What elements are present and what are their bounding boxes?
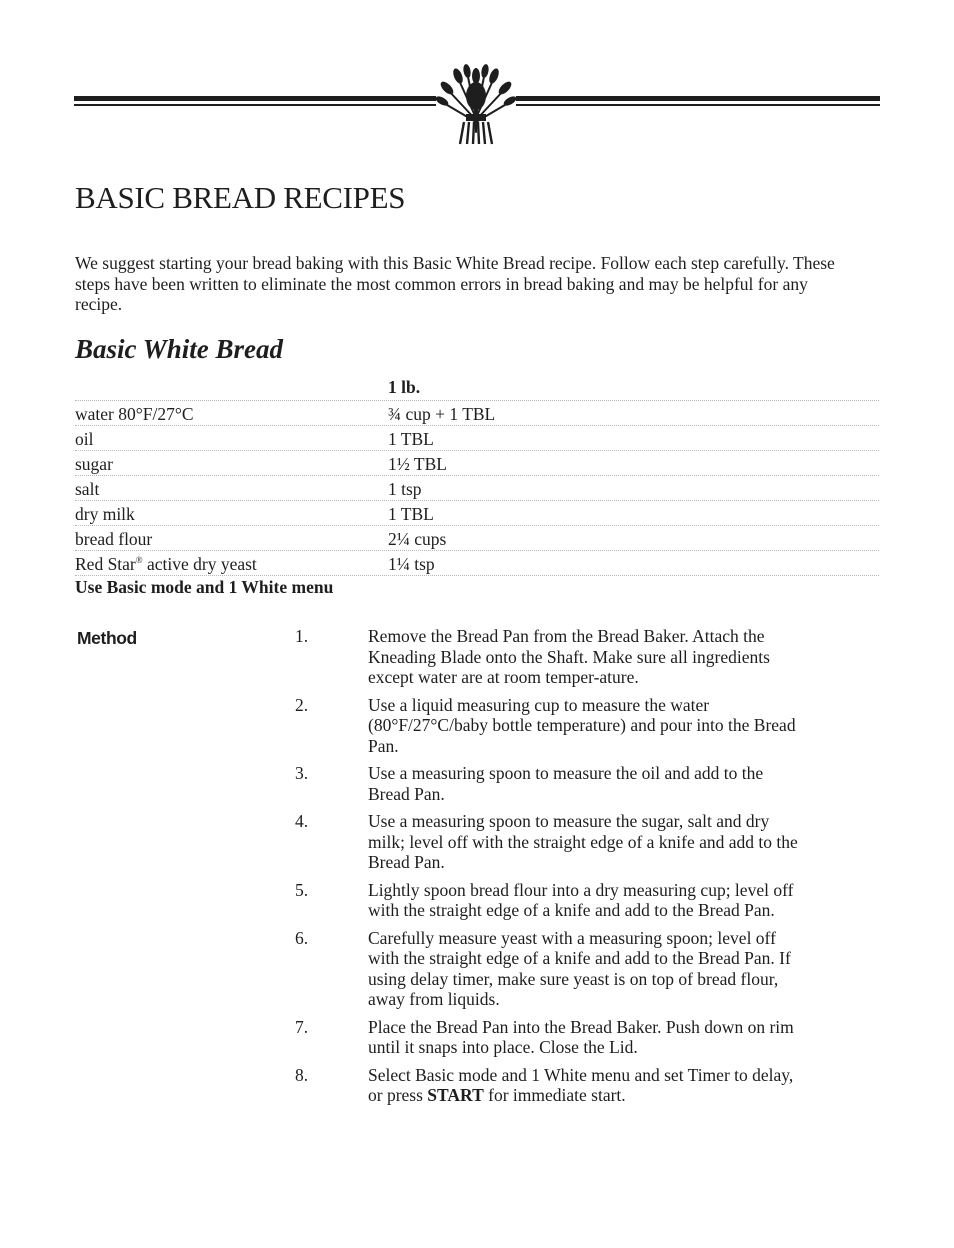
- ingredient-qty: 1½ TBL: [388, 454, 447, 474]
- ingredient-row: [75, 501, 879, 526]
- method-step: [295, 626, 815, 688]
- ingredient-row: [75, 401, 879, 426]
- method-step: [295, 763, 815, 804]
- ingredient-qty: ¾ cup + 1 TBL: [388, 404, 496, 424]
- method-step: [295, 928, 815, 1010]
- method-label: Method: [77, 628, 137, 648]
- step-text: Carefully measure yeast with a measuring spoon; level off with the straight edge of a knife and add to the Bread Pan. If using delay timer, make sure yeast is on top of bread flour, away from liquids.: [368, 927, 791, 1009]
- step-text: Place the Bread Pan into the Bread Baker. Push down on rim until it snaps into place. Close the Lid.: [368, 1016, 794, 1057]
- ingredient-row: [75, 451, 879, 476]
- ingredient-qty: 1 TBL: [388, 504, 434, 524]
- ingredient-name: sugar: [75, 454, 113, 474]
- step-text: Use a measuring spoon to measure the oil and add to the Bread Pan.: [368, 763, 764, 804]
- method-step: [295, 695, 815, 757]
- step-text-start: Select Basic mode and 1 White menu and set Timer to delay, or press: [368, 1064, 794, 1105]
- start-keyword: START: [427, 1085, 484, 1105]
- ingredient-row: [75, 551, 879, 576]
- ingredient-qty: 1 TBL: [388, 429, 434, 449]
- method-step: [295, 1017, 815, 1058]
- step-number: 8.: [295, 1064, 309, 1085]
- ingredient-name-suffix: active dry yeast: [142, 554, 257, 574]
- step-text: Use a liquid measuring cup to measure the water (80°F/27°C/baby bottle temperature) and pour into the Bread Pan.: [368, 694, 796, 756]
- step-text: Use a measuring spoon to measure the sugar, salt and dry milk; level off with the straight edge of a knife and add to the Bread Pan.: [368, 811, 798, 872]
- step-text: [368, 1065, 808, 1106]
- ingredient-name: oil: [75, 429, 94, 449]
- ingredients-header-row: [75, 377, 879, 401]
- intro-paragraph: We suggest starting your bread baking with this Basic White Bread recipe. Follow each step carefully. These steps have been written to eliminate the most common errors in bread baking and may be helpful for any recipe.: [75, 253, 835, 314]
- registered-mark: ®: [135, 555, 143, 566]
- ingredient-name: water 80°F/27°C: [75, 404, 194, 424]
- step-number: 2.: [295, 694, 309, 715]
- method-step: [295, 811, 815, 873]
- ingredient-row: [75, 426, 879, 451]
- ingredient-name: bread flour: [75, 529, 153, 549]
- method-steps-list: [295, 626, 815, 1113]
- ingredient-name: dry milk: [75, 504, 135, 524]
- step-text: Remove the Bread Pan from the Bread Baker. Attach the Kneading Blade onto the Shaft. Make sure all ingredients except water are at room temper-ature.: [368, 626, 770, 687]
- page-title: BASIC BREAD RECIPES: [75, 180, 406, 215]
- ingredient-row: [75, 526, 879, 551]
- recipe-title: Basic White Bread: [75, 334, 284, 364]
- ingredient-name: salt: [75, 479, 100, 499]
- step-number: 4.: [295, 811, 309, 831]
- ingredient-qty: 1 tsp: [388, 479, 422, 499]
- step-number: 3.: [295, 763, 309, 783]
- step-number: 7.: [295, 1016, 309, 1037]
- ingredient-row: [75, 476, 879, 501]
- step-text-end: for immediate start.: [483, 1085, 626, 1105]
- size-header: 1 lb.: [388, 377, 421, 397]
- brand-name: Red Star: [75, 554, 136, 574]
- ingredient-name: [75, 554, 257, 575]
- step-number: 6.: [295, 927, 309, 948]
- step-number: 5.: [295, 879, 309, 900]
- ingredients-table: [75, 377, 879, 576]
- mode-note: Use Basic mode and 1 White menu: [75, 577, 334, 597]
- step-number: 1.: [295, 626, 309, 646]
- method-step: [295, 880, 815, 921]
- method-step: [295, 1065, 815, 1106]
- ingredient-qty: 2¼ cups: [388, 529, 447, 549]
- ingredient-qty: 1¼ tsp: [388, 554, 435, 574]
- wheat-sheaf-icon: [436, 62, 516, 146]
- step-text: Lightly spoon bread flour into a dry measuring cup; level off with the straight edge of a knife and add to the Bread Pan.: [368, 879, 794, 920]
